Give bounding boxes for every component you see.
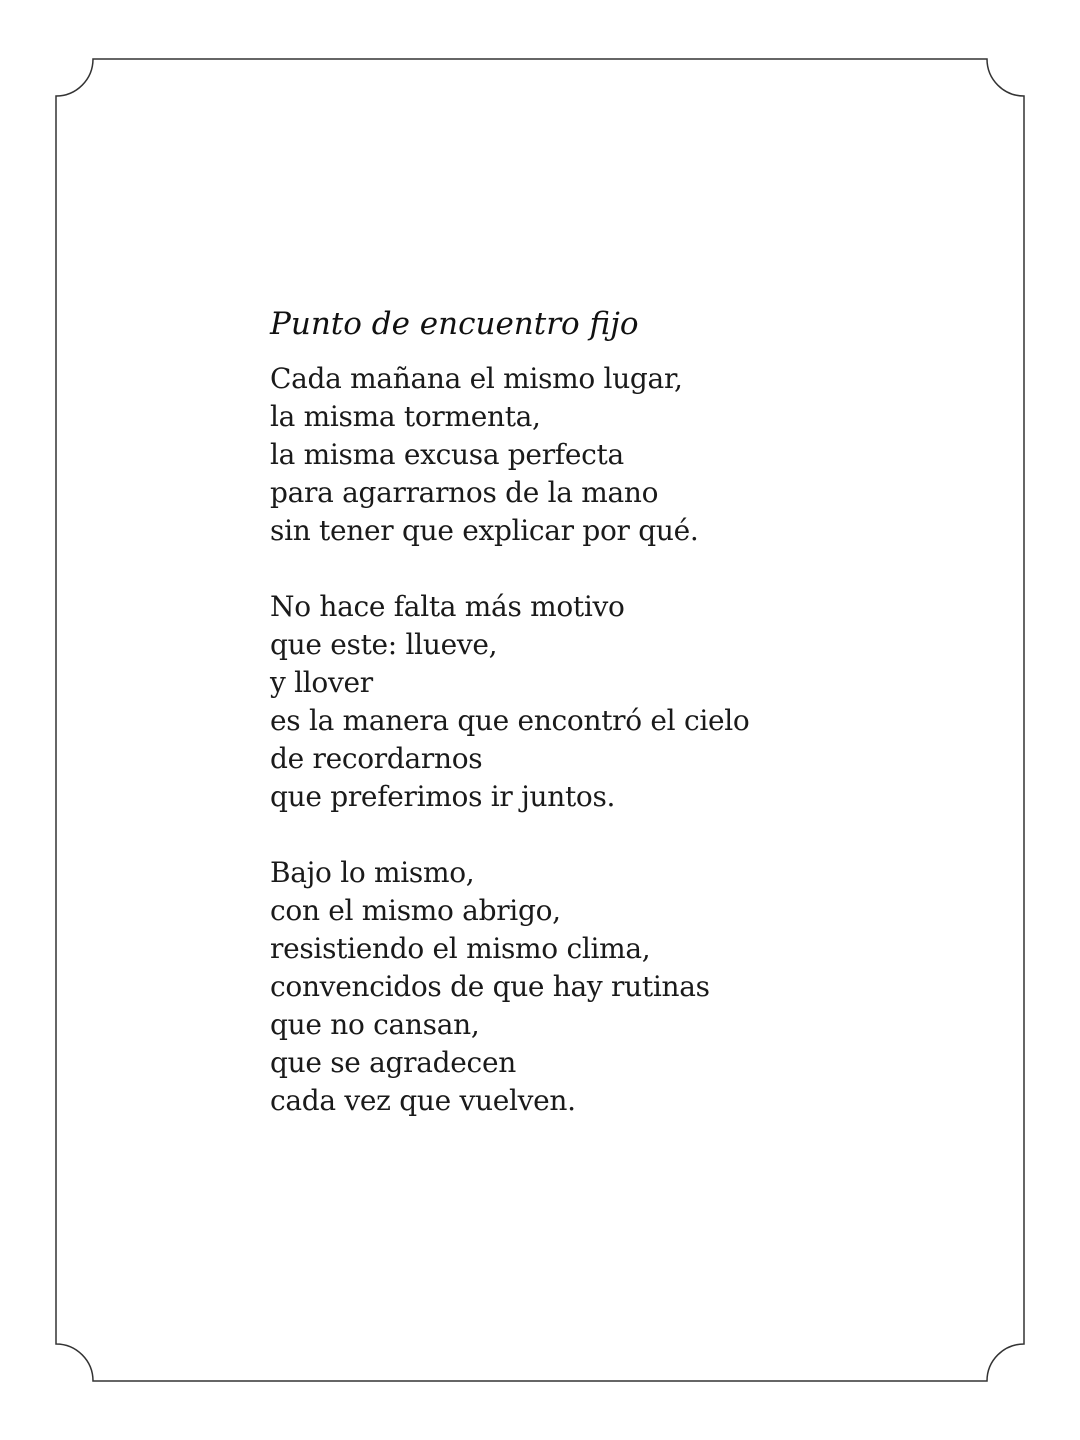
verse-line: que se agradecen <box>270 1046 516 1079</box>
verse-line: cada vez que vuelven. <box>270 1084 576 1117</box>
verse-line: la misma tormenta, <box>270 400 541 433</box>
stanza-1 <box>270 360 1010 550</box>
verse-line: que no cansan, <box>270 1008 480 1041</box>
verse-line: para agarrarnos de la mano <box>270 476 659 509</box>
verse-line: la misma excusa perfecta <box>270 438 624 471</box>
verse-line: convencidos de que hay rutinas <box>270 970 710 1003</box>
verse-line: y llover <box>270 666 373 699</box>
verse-line: con el mismo abrigo, <box>270 894 561 927</box>
verse-line: Cada mañana el mismo lugar, <box>270 362 683 395</box>
verse-line: que preferimos ir juntos. <box>270 780 616 813</box>
verse-line: Bajo lo mismo, <box>270 856 475 889</box>
stanza-2 <box>270 588 1010 816</box>
verse-line: de recordarnos <box>270 742 483 775</box>
poem <box>270 300 1010 1158</box>
verse-line: resistiendo el mismo clima, <box>270 932 651 965</box>
verse-line: No hace falta más motivo <box>270 590 625 623</box>
poem-title: Punto de encuentro fijo <box>270 306 639 342</box>
verse-line: sin tener que explicar por qué. <box>270 514 699 547</box>
verse-line: que este: llueve, <box>270 628 498 661</box>
stanza-3 <box>270 854 1010 1120</box>
verse-line: es la manera que encontró el cielo <box>270 704 750 737</box>
